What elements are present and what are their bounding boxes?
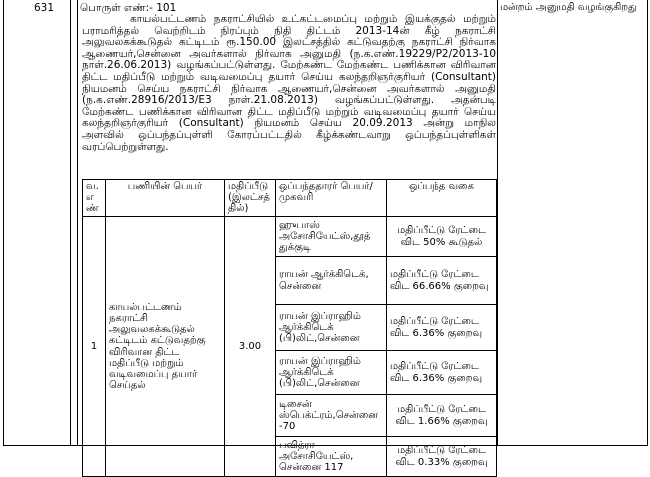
bidder-rate: மதிப்பீட்டு ரேட்டை விட 0.33% குறைவு	[387, 437, 497, 477]
header-serial: வ. எ ண்	[83, 180, 106, 217]
bidder-rate: மதிப்பீட்டு ரேட்டை விட 6.36% குறைவு	[387, 351, 497, 395]
row-number-cell	[4, 0, 70, 445]
header-bidder: ஒப்பந்ததாரர் பெயர்/ முகவரி	[276, 180, 387, 217]
bidder-rate: மதிப்பீட்டு ரேட்டை விட 50% கூடுதல்	[387, 217, 497, 257]
estimate-cell: 3.00	[225, 217, 276, 477]
bidder-name: ராயன் ஆர்க்கிடெக், சென்னை	[276, 257, 387, 305]
table-header-row	[83, 180, 497, 217]
row-number: 631	[34, 2, 55, 14]
header-estimate: மதிப்பீடு (இலட்சத் தில்)	[225, 180, 276, 217]
serial-cell: 1	[83, 217, 106, 477]
column-divider	[77, 0, 78, 445]
resolution-paragraph	[82, 14, 496, 153]
bidder-rate: மதிப்பீட்டு ரேட்டை விட 66.66% குறைவு	[387, 257, 497, 305]
subject-label: பொருள் எண்:- 101	[80, 2, 177, 14]
bids-table	[82, 179, 497, 477]
bidder-rate: மதிப்பீட்டு ரேட்டை விட 1.66% குறைவு	[387, 395, 497, 437]
column-divider	[497, 0, 498, 445]
decision-text: மன்றம் அனுமதி வழங்குகிறது	[500, 2, 637, 13]
bidder-name: ராயன் இப்ராஹிம் ஆர்க்கிடெக் (பி)லிட்,சென்னை	[276, 305, 387, 351]
bidder-name: பவித்ரா அசோசியேட்ஸ், சென்னை 117	[276, 437, 387, 477]
bidder-name: ஹுபாஸ் அசோசியேட்ஸ்,தூத் துக்குடி	[276, 217, 387, 257]
bidder-name: ராயன் இப்ராஹிம் ஆர்க்கிடெக் (பி)லிட்,சென்னை	[276, 351, 387, 395]
column-divider	[70, 0, 71, 445]
bidder-rate: மதிப்பீட்டு ரேட்டை விட 6.36% குறைவு	[387, 305, 497, 351]
header-rate: ஒப்பந்த வகை	[387, 180, 497, 217]
table-row	[83, 217, 497, 257]
work-name-cell: காயல்பட்டணம் நகராட்சி அலுவலகக்கூடுதல் கட்டிடம் கட்டுவதற்கு விரிவான திட்ட மதிப்பீடு மற்றும் வடிவமைப்பு தயார் செய்தல்	[106, 217, 225, 477]
bidder-name: டிசைன் ஸ்பெக்ட்ரம்,சென்னை -70	[276, 395, 387, 437]
paragraph-text: காயல்பட்டணம் நகராட்சியில் உட்கட்டமைப்பு மற்றும் இயக்குதல் மற்றும் பராமரித்தல் வெற்றிடம் நிரப்பும் நிதி திட்டம் 2013-14ன் கீழ் நகராட்சி அலுவலகக்கூடுதல் கட்டிடம் ரூ.150.00 இலட்சத்தில் கட்டுவதற்கு நகராட்சி நிர்வாக ஆணையர்,சென்னை அவர்களால் நிர்வாக அனுமதி (ந.க.எண்.19229/P2/2013-10 நாள்.26.06.2013) வழங்கப்பட்டுள்ளது. மேற்கண்ட மேற்கண்ட பணிக்கான விரிவான திட்ட மதிப்பீடு மற்றும் வடிவமைப்பு தயார் செய்ய கலந்தறிஞர்குரியர் (Consultant) நியமனம் செய்ய நகராட்சி நிர்வாக ஆணையர்,சென்னை அவர்களால் அனுமதி (ந.க.எண்.28916/2013/E3 நாள்.21.08.2013) வழங்கப்பட்டுள்ளது. அதன்படி மேற்கண்ட பணிக்கான விரிவான திட்ட மதிப்பீடு மற்றும் வடிவமைப்பு தயார் செய்ய கலந்தறிஞர்குரியர் (Consultant) நியமனம் செய்ய 20.09.2013 அன்று மாநில அளவில் ஒப்பந்தப்புள்ளி கோரப்பட்டதில் கீழ்க்கண்டவாறு ஒப்பந்தப்புள்ளிகள் வரப்பெற்றுள்ளது.	[82, 13, 496, 153]
header-work-name: பணியின் பெயர்	[106, 180, 225, 217]
record-table	[3, 0, 648, 474]
